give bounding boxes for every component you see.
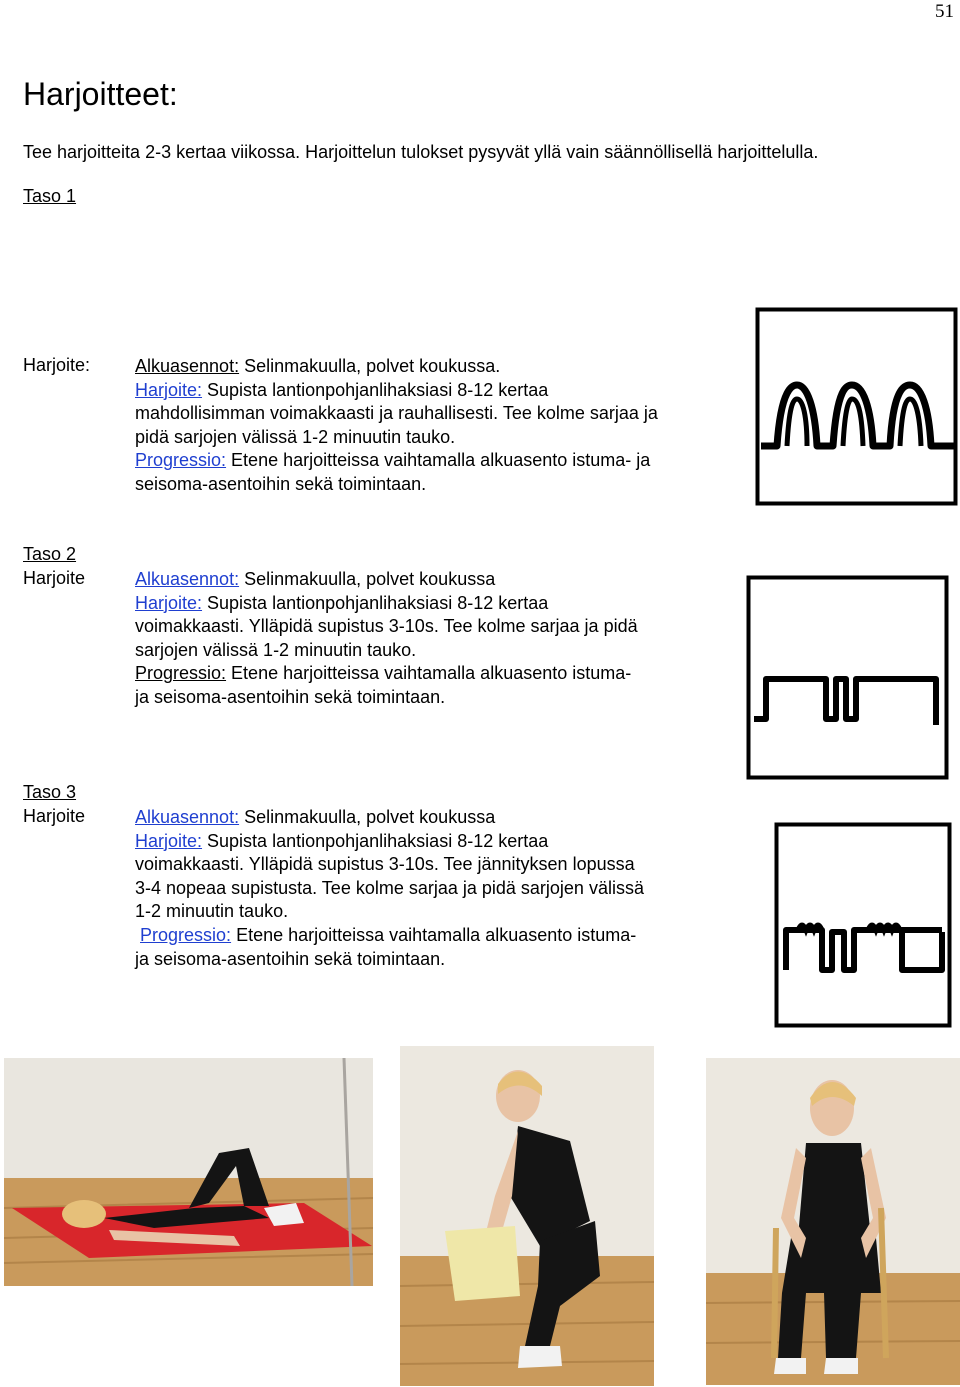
- level-1-contraction-diagram: [755, 307, 958, 506]
- level-1-exercise-label: Harjoite:: [23, 355, 91, 375]
- exercise-text: Supista lantionpohjanlihaksiasi 8-12 kertaa: [202, 379, 549, 400]
- progression-text-line: ja seisoma-asentoihin sekä toimintaan.: [135, 948, 446, 969]
- progression-text: Etene harjoitteissa vaihtamalla alkuasento istuma-: [231, 924, 637, 945]
- level-1-label: Taso 1: [23, 186, 77, 206]
- level-2-instructions: [135, 568, 638, 710]
- progression-text: Etene harjoitteissa vaihtamalla alkuasento istuma-: [226, 663, 632, 684]
- page-title: Harjoitteet:: [23, 76, 178, 112]
- exercise-heading: Harjoite:: [135, 379, 203, 400]
- exercise-text-line: pidä sarjojen välissä 1-2 minuutin tauko.: [135, 426, 456, 447]
- level-2-contraction-diagram: [746, 575, 949, 780]
- level-3-contraction-diagram: [774, 822, 952, 1028]
- exercise-text: Supista lantionpohjanlihaksiasi 8-12 kertaa: [202, 592, 549, 613]
- level-3-label: Taso 3: [23, 782, 77, 802]
- progression-text: Etene harjoitteissa vaihtamalla alkuasento istuma- ja: [226, 450, 651, 471]
- progression-heading: Progressio:: [135, 663, 227, 684]
- intro-text: Tee harjoitteita 2-3 kertaa viikossa. Harjoittelun tulokset pysyvät yllä vain säännöllisellä harjoittelulla.: [23, 142, 819, 162]
- progression-text-line: ja seisoma-asentoihin sekä toimintaan.: [135, 686, 446, 707]
- exercise-text-line: sarjojen välissä 1-2 minuutin tauko.: [135, 639, 417, 660]
- start-position-text: Selinmakuulla, polvet koukussa: [239, 807, 496, 827]
- level-1-instructions: [135, 355, 658, 497]
- level-2-label: Taso 2: [23, 544, 77, 564]
- exercise-text-line: 3-4 nopeaa supistusta. Tee kolme sarjaa ja pidä sarjojen välissä: [135, 877, 644, 898]
- start-position-text: Selinmakuulla, polvet koukussa: [239, 569, 496, 589]
- level-3-exercise-label: Harjoite: [23, 806, 86, 826]
- lying-exercise-photo: [4, 1058, 373, 1286]
- page-number: 51: [935, 1, 954, 22]
- exercise-heading: Harjoite:: [135, 830, 203, 851]
- start-position-text: Selinmakuulla, polvet koukussa.: [239, 356, 501, 376]
- squat-lift-exercise-photo: [400, 1046, 654, 1386]
- exercise-heading: Harjoite:: [135, 592, 203, 613]
- progression-heading: Progressio:: [140, 924, 232, 945]
- exercise-text-line: voimakkaasti. Ylläpidä supistus 3-10s. Tee jännityksen lopussa: [135, 854, 635, 875]
- progression-text-line: seisoma-asentoihin sekä toimintaan.: [135, 473, 427, 494]
- level-2-exercise-label: Harjoite: [23, 568, 86, 588]
- exercise-text-line: 1-2 minuutin tauko.: [135, 901, 289, 922]
- start-position-heading: Alkuasennot:: [135, 807, 240, 827]
- exercise-text-line: mahdollisimman voimakkaasti ja rauhallisesti. Tee kolme sarjaa ja: [135, 403, 658, 424]
- seated-exercise-photo: [706, 1058, 960, 1385]
- exercise-text: Supista lantionpohjanlihaksiasi 8-12 kertaa: [202, 830, 549, 851]
- start-position-heading: Alkuasennot:: [135, 356, 240, 376]
- level-3-instructions: [135, 806, 644, 971]
- exercise-text-line: voimakkaasti. Ylläpidä supistus 3-10s. Tee kolme sarjaa ja pidä: [135, 616, 638, 637]
- progression-heading: Progressio:: [135, 450, 227, 471]
- start-position-heading: Alkuasennot:: [135, 569, 240, 589]
